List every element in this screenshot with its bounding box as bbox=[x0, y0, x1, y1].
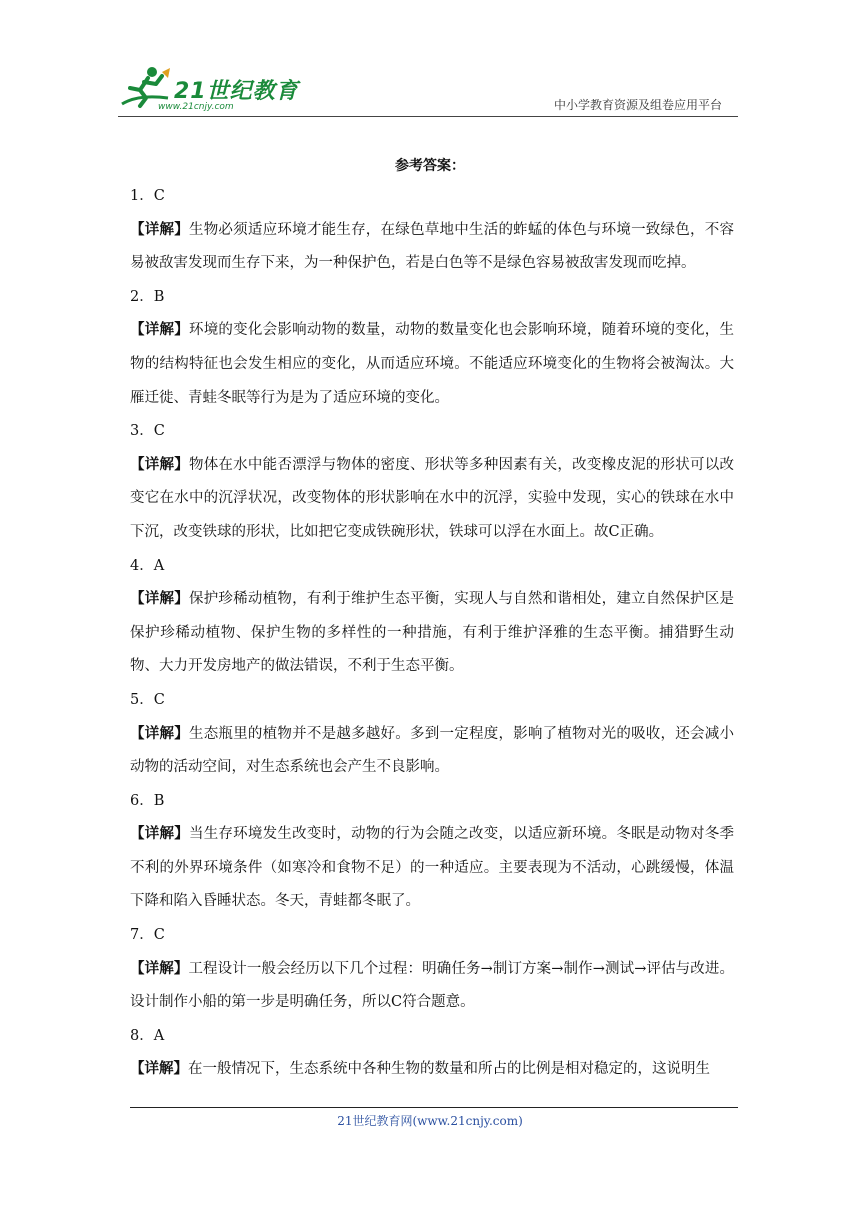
logo-url: www.21cnjy.com bbox=[158, 102, 234, 112]
answer-number: 5．C bbox=[130, 691, 165, 708]
answer-detail bbox=[130, 953, 734, 1020]
detail-text: 环境的变化会影响动物的数量，动物的数量变化也会影响环境，随着环境的变化，生物的结构特征也会发生相应的变化，从而适应环境。不能适应环境变化的生物将会被淘汰。大雁迁徙、青蛙冬眠等行为是为了适应环境的变化。 bbox=[130, 322, 734, 406]
page-title: 参考答案： bbox=[395, 158, 465, 174]
answer-number: 3．C bbox=[130, 423, 165, 440]
answer-detail bbox=[130, 1053, 734, 1087]
detail-tag: 【详解】 bbox=[130, 1061, 188, 1078]
detail-text: 保护珍稀动植物，有利于维护生态平衡，实现人与自然和谐相处，建立自然保护区是保护珍稀动植物、保护生物的多样性的一种措施，有利于维护泽雅的生态平衡。捕猎野生动物、大力开发房地产的做法错误，不利于生态平衡。 bbox=[130, 591, 734, 675]
site-logo bbox=[118, 60, 308, 116]
answer-list bbox=[130, 180, 734, 1087]
answer-number: 2．B bbox=[130, 288, 165, 305]
page-header bbox=[118, 60, 738, 116]
answer-number: 6．B bbox=[130, 792, 165, 809]
answer-number: 4．A bbox=[130, 557, 165, 574]
detail-text: 工程设计一般会经历以下几个过程：明确任务→制订方案→制作→测试→评估与改进。设计制作小船的第一步是明确任务，所以C符合题意。 bbox=[130, 960, 734, 1011]
platform-label: 中小学教育资源及组卷应用平台 bbox=[553, 98, 722, 112]
detail-tag: 【详解】 bbox=[130, 725, 189, 742]
answer-number: 1．C bbox=[130, 188, 165, 204]
detail-tag: 【详解】 bbox=[130, 322, 189, 339]
detail-tag: 【详解】 bbox=[130, 591, 189, 608]
detail-text: 生态瓶里的植物并不是越多越好。多到一定程度，影响了植物对光的吸收，还会减小动物的活动空间，对生态系统也会产生不良影响。 bbox=[130, 725, 734, 776]
answer-number: 7．C bbox=[130, 927, 165, 944]
answer-detail bbox=[130, 818, 734, 919]
detail-tag: 【详解】 bbox=[130, 960, 189, 977]
detail-tag: 【详解】 bbox=[130, 826, 189, 843]
detail-text: 当生存环境发生改变时，动物的行为会随之改变，以适应新环境。冬眠是动物对冬季不利的外界环境条件（如寒冷和食物不足）的一种适应。主要表现为不活动，心跳缓慢，体温下降和陷入昏睡状态。冬天，青蛙都冬眠了。 bbox=[130, 826, 734, 910]
detail-text: 物体在水中能否漂浮与物体的密度、形状等多种因素有关，改变橡皮泥的形状可以改变它在水中的沉浮状况，改变物体的形状影响在水中的沉浮，实验中发现，实心的铁球在水中下沉，改变铁球的形状，比如把它变成铁碗形状，铁球可以浮在水面上。故C正确。 bbox=[130, 456, 734, 540]
detail-tag: 【详解】 bbox=[130, 456, 189, 473]
detail-text: 在一般情况下，生态系统中各种生物的数量和所占的比例是相对稳定的，这说明生 bbox=[188, 1061, 710, 1078]
logo-text: 21世纪教育 bbox=[174, 79, 299, 104]
footer-link[interactable]: 21世纪教育网(www.21cnjy.com) bbox=[337, 1114, 523, 1128]
answer-detail bbox=[130, 314, 734, 415]
answer-detail bbox=[130, 214, 734, 281]
footer-divider bbox=[130, 1107, 738, 1108]
header-divider bbox=[118, 116, 738, 117]
answer-number: 8．A bbox=[130, 1027, 165, 1044]
detail-text: 生物必须适应环境才能生存，在绿色草地中生活的蚱蜢的体色与环境一致绿色，不容易被敌害发现而生存下来，为一种保护色，若是白色等不是绿色容易被敌害发现而吃掉。 bbox=[130, 221, 734, 272]
answer-detail bbox=[130, 718, 734, 785]
answer-detail bbox=[130, 583, 734, 684]
answer-detail bbox=[130, 449, 734, 550]
detail-tag: 【详解】 bbox=[130, 221, 189, 238]
